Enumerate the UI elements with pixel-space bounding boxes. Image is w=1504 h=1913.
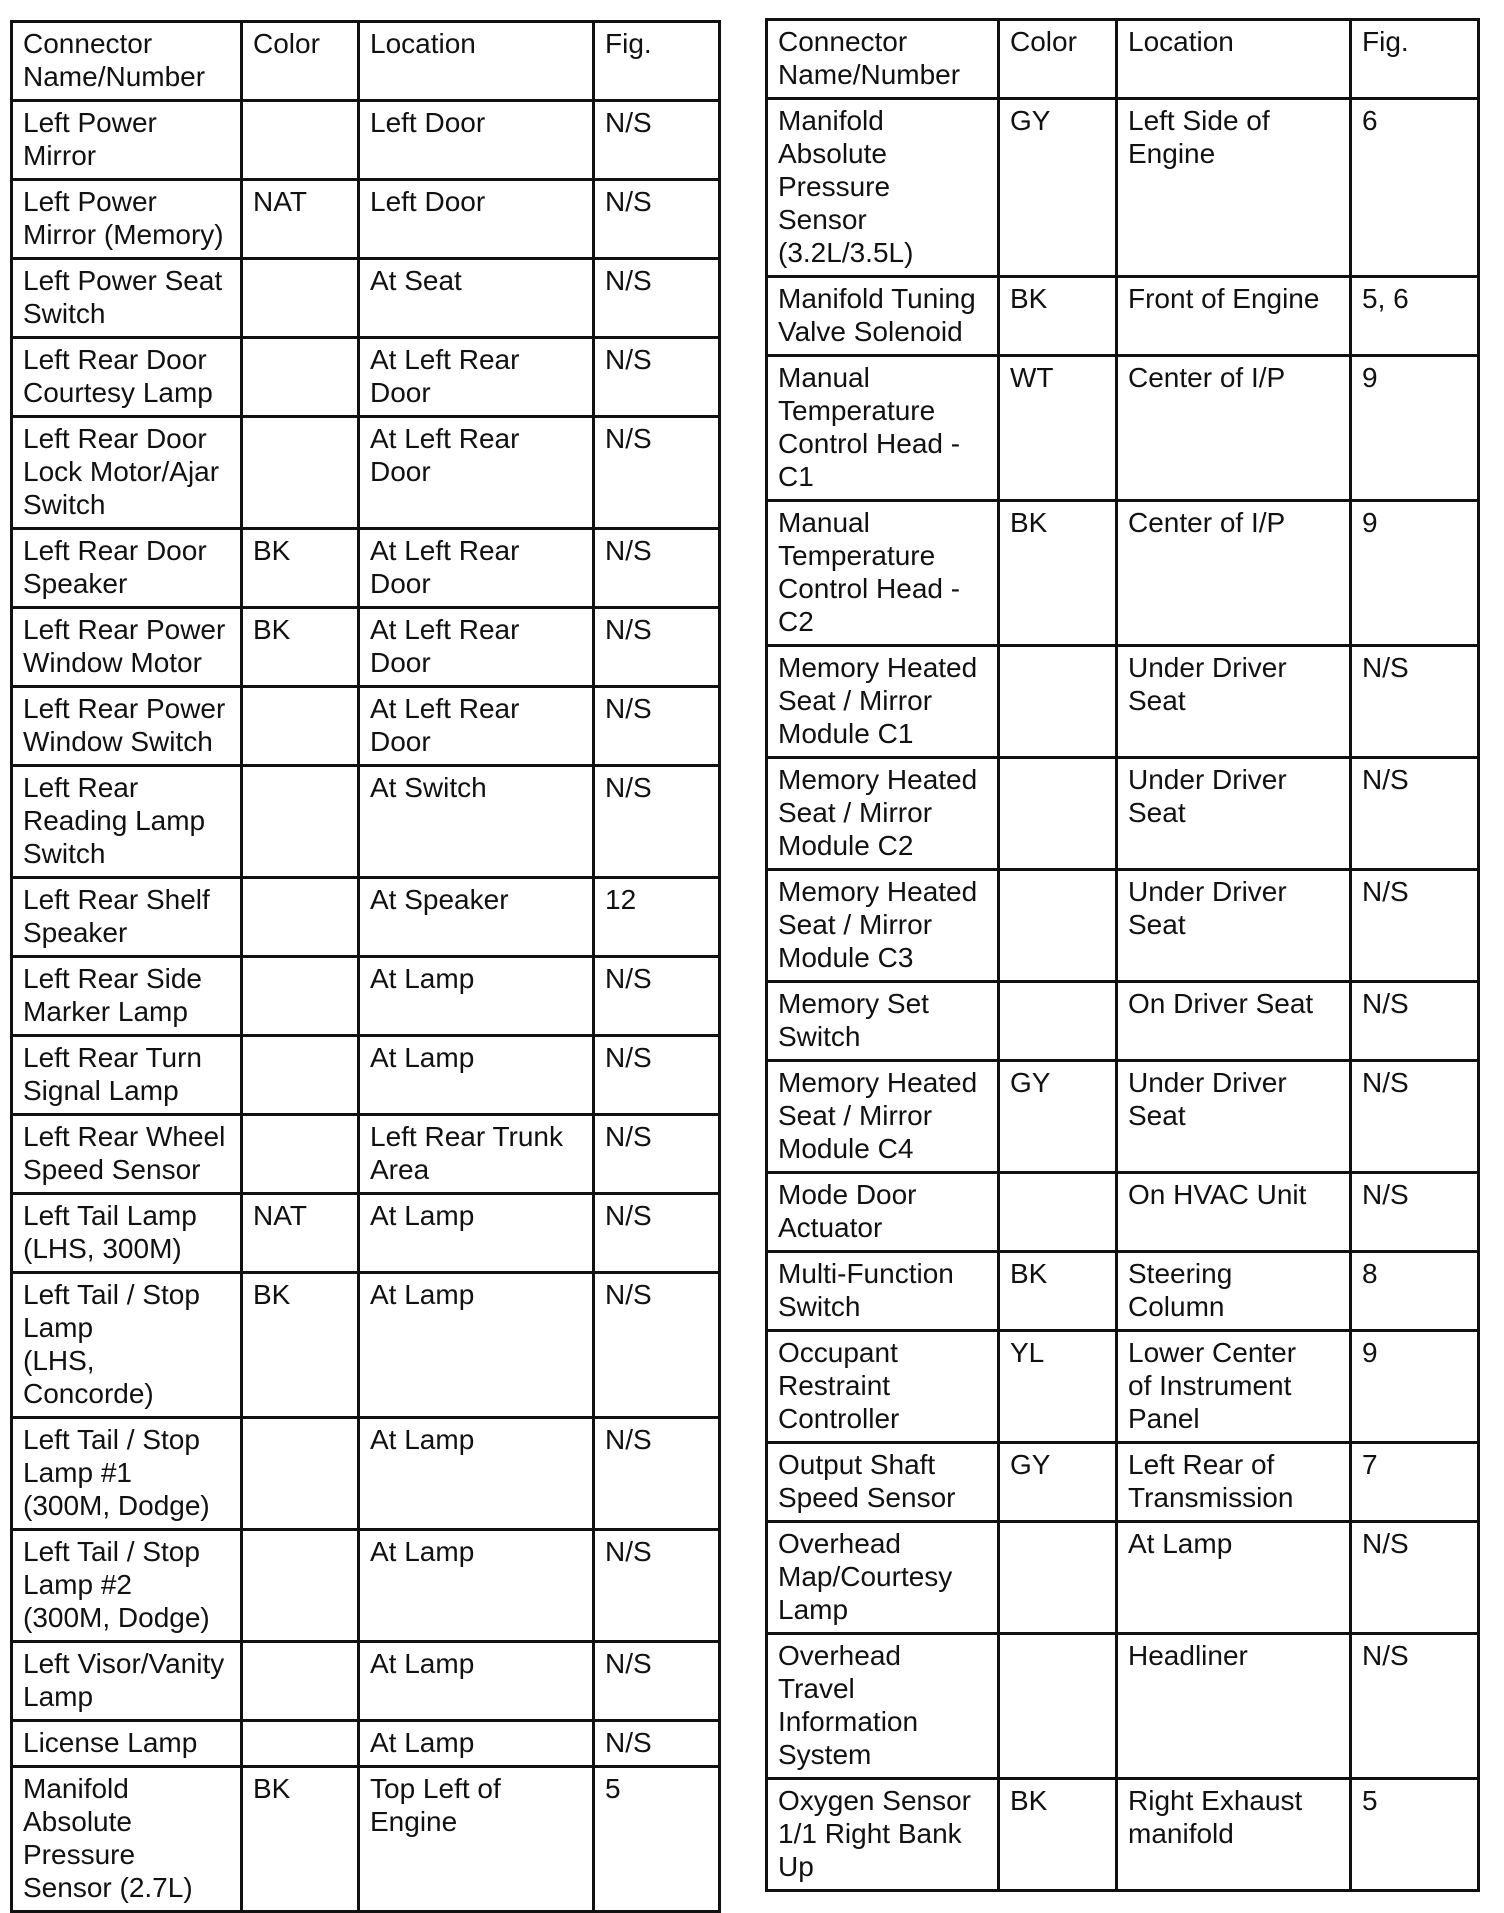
table-row: [12, 1530, 720, 1642]
table-row: [12, 1721, 720, 1767]
cell-location: Front of Engine: [1117, 277, 1351, 356]
table-row: [12, 957, 720, 1036]
header-location: Location: [359, 22, 594, 101]
cell-color: [242, 259, 359, 338]
cell-connector-name: Left Rear Shelf Speaker: [12, 878, 242, 957]
cell-location: Under Driver Seat: [1117, 870, 1351, 982]
cell-location: Left Rear of Transmission: [1117, 1443, 1351, 1522]
cell-color: [242, 878, 359, 957]
cell-location: At Lamp: [359, 1194, 594, 1273]
table-row: [767, 1522, 1479, 1634]
cell-color: [999, 982, 1117, 1061]
cell-location: At Switch: [359, 766, 594, 878]
cell-location: Lower Center of Instrument Panel: [1117, 1331, 1351, 1443]
cell-connector-name: Manifold Absolute Pressure Sensor (2.7L): [12, 1767, 242, 1912]
cell-connector-name: Left Power Seat Switch: [12, 259, 242, 338]
cell-location: On Driver Seat: [1117, 982, 1351, 1061]
cell-fig: 6: [1351, 99, 1479, 277]
cell-fig: N/S: [594, 417, 720, 529]
header-fig: Fig.: [1351, 20, 1479, 99]
table-row: [12, 529, 720, 608]
table-row: [767, 982, 1479, 1061]
cell-location: Under Driver Seat: [1117, 758, 1351, 870]
cell-location: Left Door: [359, 180, 594, 259]
cell-fig: N/S: [594, 180, 720, 259]
cell-connector-name: Memory Heated Seat / Mirror Module C2: [767, 758, 999, 870]
cell-fig: N/S: [594, 1418, 720, 1530]
cell-fig: 9: [1351, 501, 1479, 646]
cell-color: NAT: [242, 1194, 359, 1273]
cell-color: GY: [999, 99, 1117, 277]
cell-connector-name: Mode Door Actuator: [767, 1173, 999, 1252]
cell-connector-name: Left Rear Power Window Switch: [12, 687, 242, 766]
cell-connector-name: Left Rear Turn Signal Lamp: [12, 1036, 242, 1115]
cell-fig: N/S: [594, 957, 720, 1036]
cell-color: [242, 417, 359, 529]
cell-fig: 5, 6: [1351, 277, 1479, 356]
cell-color: BK: [242, 1273, 359, 1418]
cell-connector-name: Left Rear Door Courtesy Lamp: [12, 338, 242, 417]
cell-location: At Left Rear Door: [359, 529, 594, 608]
cell-connector-name: Manifold Absolute Pressure Sensor (3.2L/3.5L): [767, 99, 999, 277]
header-fig: Fig.: [594, 22, 720, 101]
cell-color: [242, 766, 359, 878]
cell-fig: 5: [594, 1767, 720, 1912]
cell-location: At Lamp: [359, 1273, 594, 1418]
cell-color: YL: [999, 1331, 1117, 1443]
cell-location: Left Door: [359, 101, 594, 180]
cell-connector-name: Left Tail Lamp (LHS, 300M): [12, 1194, 242, 1273]
table-body-right: [767, 99, 1479, 1891]
cell-connector-name: Manual Temperature Control Head - C1: [767, 356, 999, 501]
cell-color: NAT: [242, 180, 359, 259]
table-body-left: [12, 101, 720, 1912]
table-row: [767, 1331, 1479, 1443]
header-connector: Connector Name/Number: [767, 20, 999, 99]
cell-location: Under Driver Seat: [1117, 646, 1351, 758]
cell-connector-name: Left Rear Wheel Speed Sensor: [12, 1115, 242, 1194]
table-row: [767, 1634, 1479, 1779]
cell-fig: N/S: [594, 101, 720, 180]
cell-fig: 9: [1351, 1331, 1479, 1443]
cell-location: Top Left of Engine: [359, 1767, 594, 1912]
cell-connector-name: Multi-Function Switch: [767, 1252, 999, 1331]
table-row: [767, 646, 1479, 758]
cell-fig: 9: [1351, 356, 1479, 501]
cell-color: BK: [999, 277, 1117, 356]
table-row: [767, 870, 1479, 982]
cell-connector-name: Left Rear Side Marker Lamp: [12, 957, 242, 1036]
cell-color: [999, 1634, 1117, 1779]
table-row: [12, 259, 720, 338]
table-row: [767, 356, 1479, 501]
cell-fig: N/S: [594, 1036, 720, 1115]
cell-color: [242, 1115, 359, 1194]
cell-connector-name: Overhead Travel Information System: [767, 1634, 999, 1779]
cell-color: [242, 1036, 359, 1115]
table-row: [12, 878, 720, 957]
cell-connector-name: Left Tail / Stop Lamp #1 (300M, Dodge): [12, 1418, 242, 1530]
cell-connector-name: Output Shaft Speed Sensor: [767, 1443, 999, 1522]
cell-color: [999, 646, 1117, 758]
cell-connector-name: Memory Heated Seat / Mirror Module C1: [767, 646, 999, 758]
cell-color: [242, 1530, 359, 1642]
cell-color: [242, 101, 359, 180]
cell-location: At Lamp: [359, 957, 594, 1036]
table-row: [767, 758, 1479, 870]
cell-location: At Lamp: [359, 1418, 594, 1530]
cell-fig: N/S: [594, 338, 720, 417]
cell-color: [242, 957, 359, 1036]
cell-location: Under Driver Seat: [1117, 1061, 1351, 1173]
cell-connector-name: Manifold Tuning Valve Solenoid: [767, 277, 999, 356]
table-row: [767, 277, 1479, 356]
cell-fig: N/S: [1351, 1634, 1479, 1779]
cell-color: [242, 338, 359, 417]
cell-color: BK: [999, 501, 1117, 646]
cell-fig: N/S: [1351, 646, 1479, 758]
table-row: [12, 687, 720, 766]
table-row: [767, 1443, 1479, 1522]
cell-connector-name: Left Rear Power Window Motor: [12, 608, 242, 687]
connector-table-left: [10, 20, 721, 1913]
cell-color: GY: [999, 1443, 1117, 1522]
cell-fig: 5: [1351, 1779, 1479, 1891]
cell-fig: N/S: [594, 1642, 720, 1721]
cell-color: [242, 687, 359, 766]
table-row: [12, 1418, 720, 1530]
cell-connector-name: Left Tail / Stop Lamp #2 (300M, Dodge): [12, 1530, 242, 1642]
cell-connector-name: Memory Heated Seat / Mirror Module C4: [767, 1061, 999, 1173]
cell-connector-name: Left Rear Door Speaker: [12, 529, 242, 608]
cell-fig: N/S: [594, 608, 720, 687]
cell-location: At Left Rear Door: [359, 417, 594, 529]
cell-connector-name: License Lamp: [12, 1721, 242, 1767]
cell-connector-name: Manual Temperature Control Head - C2: [767, 501, 999, 646]
cell-location: At Speaker: [359, 878, 594, 957]
cell-color: [999, 870, 1117, 982]
table-row: [12, 101, 720, 180]
cell-fig: 12: [594, 878, 720, 957]
connector-table-right: [765, 18, 1480, 1892]
table-row: [12, 1194, 720, 1273]
cell-fig: N/S: [1351, 982, 1479, 1061]
cell-fig: N/S: [594, 259, 720, 338]
cell-fig: 7: [1351, 1443, 1479, 1522]
cell-location: Headliner: [1117, 1634, 1351, 1779]
cell-color: BK: [242, 608, 359, 687]
cell-fig: N/S: [594, 1115, 720, 1194]
cell-fig: N/S: [594, 1194, 720, 1273]
table-row: [12, 338, 720, 417]
cell-connector-name: Left Visor/Vanity Lamp: [12, 1642, 242, 1721]
cell-connector-name: Left Power Mirror (Memory): [12, 180, 242, 259]
table-row: [767, 1173, 1479, 1252]
table-row: [767, 501, 1479, 646]
cell-connector-name: Overhead Map/Courtesy Lamp: [767, 1522, 999, 1634]
cell-fig: N/S: [594, 1530, 720, 1642]
table-row: [767, 1252, 1479, 1331]
cell-fig: N/S: [594, 529, 720, 608]
cell-location: Right Exhaust manifold: [1117, 1779, 1351, 1891]
table-row: [12, 1767, 720, 1912]
table-row: [12, 766, 720, 878]
cell-connector-name: Occupant Restraint Controller: [767, 1331, 999, 1443]
cell-location: Steering Column: [1117, 1252, 1351, 1331]
cell-location: At Left Rear Door: [359, 608, 594, 687]
cell-color: GY: [999, 1061, 1117, 1173]
table-row: [12, 1642, 720, 1721]
cell-color: [999, 758, 1117, 870]
cell-location: At Lamp: [359, 1036, 594, 1115]
cell-location: At Lamp: [359, 1642, 594, 1721]
cell-location: Center of I/P: [1117, 501, 1351, 646]
cell-fig: 8: [1351, 1252, 1479, 1331]
cell-fig: N/S: [594, 766, 720, 878]
cell-color: BK: [242, 529, 359, 608]
cell-color: [999, 1522, 1117, 1634]
cell-location: Center of I/P: [1117, 356, 1351, 501]
header-color: Color: [999, 20, 1117, 99]
table-row: [12, 1115, 720, 1194]
cell-fig: N/S: [1351, 1173, 1479, 1252]
table-header-row: [12, 22, 720, 101]
cell-color: [242, 1721, 359, 1767]
table-row: [12, 608, 720, 687]
table-row: [12, 1036, 720, 1115]
cell-color: WT: [999, 356, 1117, 501]
table-row: [767, 1779, 1479, 1891]
cell-location: Left Rear Trunk Area: [359, 1115, 594, 1194]
cell-fig: N/S: [594, 1273, 720, 1418]
table-header-row: [767, 20, 1479, 99]
cell-connector-name: Oxygen Sensor 1/1 Right Bank Up: [767, 1779, 999, 1891]
cell-fig: N/S: [1351, 1061, 1479, 1173]
table-row: [12, 180, 720, 259]
header-color: Color: [242, 22, 359, 101]
cell-color: [242, 1642, 359, 1721]
cell-color: BK: [999, 1779, 1117, 1891]
cell-color: BK: [242, 1767, 359, 1912]
table-row: [767, 99, 1479, 277]
cell-location: At Lamp: [359, 1721, 594, 1767]
cell-location: At Left Rear Door: [359, 338, 594, 417]
cell-fig: N/S: [594, 1721, 720, 1767]
cell-connector-name: Left Rear Reading Lamp Switch: [12, 766, 242, 878]
cell-connector-name: Memory Heated Seat / Mirror Module C3: [767, 870, 999, 982]
cell-connector-name: Left Power Mirror: [12, 101, 242, 180]
cell-color: [242, 1418, 359, 1530]
cell-location: On HVAC Unit: [1117, 1173, 1351, 1252]
table-row: [12, 1273, 720, 1418]
cell-location: At Lamp: [1117, 1522, 1351, 1634]
cell-connector-name: Left Rear Door Lock Motor/Ajar Switch: [12, 417, 242, 529]
table-row: [12, 417, 720, 529]
cell-fig: N/S: [1351, 758, 1479, 870]
cell-location: At Lamp: [359, 1530, 594, 1642]
cell-color: [999, 1173, 1117, 1252]
header-location: Location: [1117, 20, 1351, 99]
cell-location: At Left Rear Door: [359, 687, 594, 766]
header-connector: Connector Name/Number: [12, 22, 242, 101]
cell-fig: N/S: [1351, 1522, 1479, 1634]
cell-location: Left Side of Engine: [1117, 99, 1351, 277]
cell-connector-name: Memory Set Switch: [767, 982, 999, 1061]
cell-location: At Seat: [359, 259, 594, 338]
cell-fig: N/S: [594, 687, 720, 766]
cell-fig: N/S: [1351, 870, 1479, 982]
cell-connector-name: Left Tail / Stop Lamp (LHS, Concorde): [12, 1273, 242, 1418]
cell-color: BK: [999, 1252, 1117, 1331]
table-row: [767, 1061, 1479, 1173]
